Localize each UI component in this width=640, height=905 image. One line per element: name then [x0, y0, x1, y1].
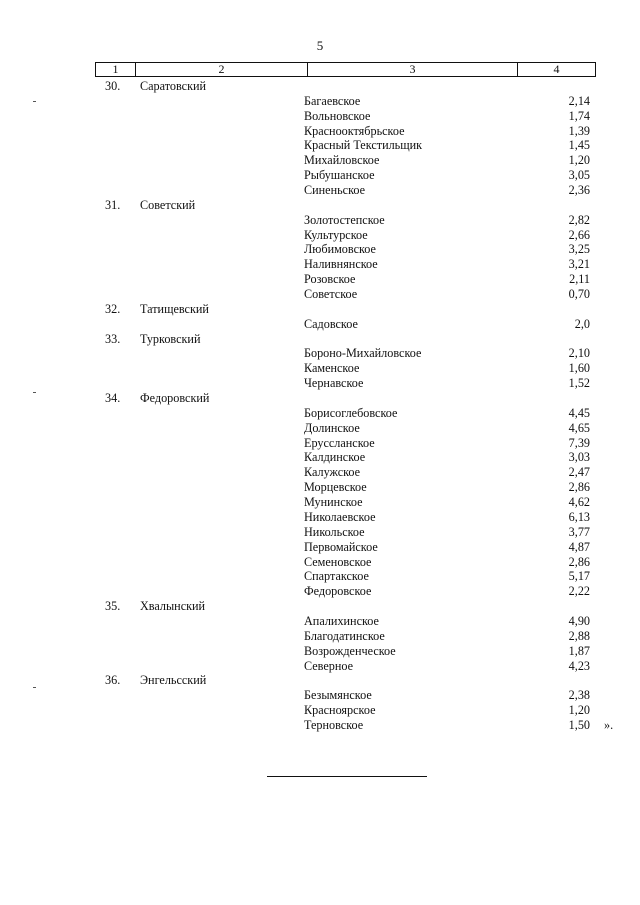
settlement-row: [0, 287, 640, 302]
settlement-value: 4,90: [568, 613, 590, 628]
settlement-value: 3,21: [568, 257, 590, 272]
district-number: 36.: [105, 673, 121, 688]
settlement-value: 7,39: [568, 435, 590, 450]
settlement-value: 1,74: [568, 108, 590, 123]
settlement-name: Мунинское: [304, 495, 363, 510]
district-name: Татищевский: [140, 301, 209, 316]
settlement-value: 5,17: [568, 569, 590, 584]
settlement-row: [0, 376, 640, 391]
settlement-row: [0, 555, 640, 570]
settlement-name: Долинское: [304, 420, 360, 435]
settlement-value: 2,22: [568, 584, 590, 599]
district-number: 32.: [105, 301, 121, 316]
column-header-1: 1: [96, 63, 136, 76]
settlement-value: 2,86: [568, 554, 590, 569]
settlement-value: 1,52: [568, 376, 590, 391]
settlement-row: [0, 614, 640, 629]
settlement-value: 1,50: [568, 717, 590, 732]
settlement-value: 3,03: [568, 450, 590, 465]
settlement-row: [0, 124, 640, 139]
settlement-name: Федоровское: [304, 584, 372, 599]
settlement-name: Краснооктябрьское: [304, 123, 405, 138]
settlement-row: [0, 168, 640, 183]
settlement-name: Культурское: [304, 227, 368, 242]
settlement-name: Никольское: [304, 524, 365, 539]
settlement-value: 2,0: [574, 316, 590, 331]
district-number: 34.: [105, 391, 121, 406]
settlement-row: [0, 153, 640, 168]
settlement-name: Северное: [304, 658, 354, 673]
settlement-row: [0, 659, 640, 674]
table-header: [95, 62, 596, 77]
settlement-value: 2,38: [568, 688, 590, 703]
settlement-name: Красноярское: [304, 703, 376, 718]
settlement-value: 2,11: [569, 272, 590, 287]
settlement-value: 1,20: [568, 703, 590, 718]
district-number: 31.: [105, 197, 121, 212]
settlement-value: 1,87: [568, 643, 590, 658]
settlement-name: Рыбушанское: [304, 168, 375, 183]
settlement-name: Возрожденческое: [304, 643, 396, 658]
settlement-row: [0, 272, 640, 287]
district-row: [0, 391, 640, 406]
district-name: Советский: [140, 197, 196, 212]
column-header-4: 4: [553, 62, 560, 76]
settlement-name: Садовское: [304, 316, 358, 331]
settlement-name: Синеньское: [304, 183, 366, 198]
column-header-3: 3: [308, 63, 518, 76]
settlement-name: Калужское: [304, 465, 361, 480]
settlement-name: Золотостепское: [304, 212, 385, 227]
district-name: Хвалынский: [140, 599, 206, 614]
settlement-value: 0,70: [568, 287, 590, 302]
table-body: [0, 79, 640, 733]
settlement-value: 2,36: [568, 183, 590, 198]
district-name: Федоровский: [140, 391, 210, 406]
district-name: Турковский: [140, 331, 201, 346]
settlement-row: [0, 703, 640, 718]
district-number: 35.: [105, 599, 121, 614]
settlement-row: [0, 629, 640, 644]
district-name: Саратовский: [140, 79, 207, 93]
settlement-value: 4,62: [568, 495, 590, 510]
settlement-row: [0, 242, 640, 257]
settlement-name: Николаевское: [304, 509, 376, 524]
settlement-row: [0, 317, 640, 332]
settlement-row: [0, 138, 640, 153]
settlement-row: [0, 495, 640, 510]
settlement-row: [0, 525, 640, 540]
settlement-name: Калдинское: [304, 450, 366, 465]
settlement-name: Каменское: [304, 361, 360, 376]
settlement-name: Бороно-Михайловское: [304, 346, 422, 361]
settlement-name: Морцевское: [304, 480, 367, 495]
district-number: 33.: [105, 331, 121, 346]
settlement-value: 4,23: [568, 658, 590, 673]
settlement-row: [0, 569, 640, 584]
settlement-name: Благодатинское: [304, 628, 385, 643]
district-row: [0, 79, 640, 94]
district-number: 30.: [105, 79, 121, 93]
settlement-value: 3,25: [568, 242, 590, 257]
settlement-row: [0, 213, 640, 228]
settlement-value: 3,77: [568, 524, 590, 539]
settlement-value: 4,87: [568, 539, 590, 554]
settlement-row: [0, 406, 640, 421]
settlement-row: [0, 718, 640, 733]
settlement-name: Семеновское: [304, 554, 372, 569]
district-name: Энгельсский: [140, 673, 207, 688]
settlement-row: [0, 257, 640, 272]
settlement-value: 2,82: [568, 212, 590, 227]
margin-mark: [33, 687, 36, 688]
district-row: [0, 599, 640, 614]
settlement-value: 4,65: [568, 420, 590, 435]
settlement-row: [0, 361, 640, 376]
settlement-row: [0, 346, 640, 361]
settlement-row: [0, 480, 640, 495]
settlement-row: [0, 465, 640, 480]
district-row: [0, 198, 640, 213]
settlement-row: [0, 584, 640, 599]
settlement-value: 2,10: [568, 346, 590, 361]
settlement-row: [0, 510, 640, 525]
margin-mark: [33, 392, 36, 393]
margin-mark: [33, 101, 36, 102]
settlement-name: Советское: [304, 287, 358, 302]
settlement-value: 1,39: [568, 123, 590, 138]
settlement-row: [0, 94, 640, 109]
settlement-row: [0, 688, 640, 703]
settlement-row: [0, 540, 640, 555]
settlement-value: 1,60: [568, 361, 590, 376]
settlement-name: Борисоглебовское: [304, 405, 398, 420]
settlement-value: 3,05: [568, 168, 590, 183]
settlement-value: 2,47: [568, 465, 590, 480]
settlement-value: 6,13: [568, 509, 590, 524]
district-row: [0, 302, 640, 317]
closing-rule: [267, 776, 427, 777]
settlement-name: Терновское: [304, 717, 364, 732]
closing-quote: ».: [604, 717, 614, 732]
settlement-row: [0, 644, 640, 659]
district-row: [0, 673, 640, 688]
settlement-value: 2,66: [568, 227, 590, 242]
settlement-name: Любимовское: [304, 242, 376, 257]
settlement-row: [0, 109, 640, 124]
settlement-value: 1,20: [568, 153, 590, 168]
column-header-2: 2: [136, 63, 308, 76]
settlement-name: Розовское: [304, 272, 356, 287]
settlement-row: [0, 450, 640, 465]
settlement-value: 2,14: [568, 93, 590, 108]
settlement-value: 4,45: [568, 405, 590, 420]
settlement-name: Первомайское: [304, 539, 378, 554]
settlement-name: Михайловское: [304, 153, 380, 168]
settlement-row: [0, 436, 640, 451]
district-row: [0, 332, 640, 347]
settlement-row: [0, 228, 640, 243]
settlement-row: [0, 183, 640, 198]
page-number: 5: [316, 38, 324, 53]
settlement-name: Вольновское: [304, 108, 371, 123]
settlement-value: 1,45: [568, 138, 590, 153]
settlement-value: 2,86: [568, 480, 590, 495]
settlement-row: [0, 421, 640, 436]
settlement-name: Чернавское: [304, 376, 364, 391]
settlement-name: Апалихинское: [304, 613, 379, 628]
settlement-name: Багаевское: [304, 93, 361, 108]
settlement-value: 2,88: [568, 628, 590, 643]
settlement-name: Еруссланское: [304, 435, 375, 450]
settlement-name: Наливнянское: [304, 257, 378, 272]
settlement-name: Красный Текстильщик: [304, 138, 423, 153]
settlement-name: Безымянское: [304, 688, 372, 703]
settlement-name: Спартакское: [304, 569, 369, 584]
